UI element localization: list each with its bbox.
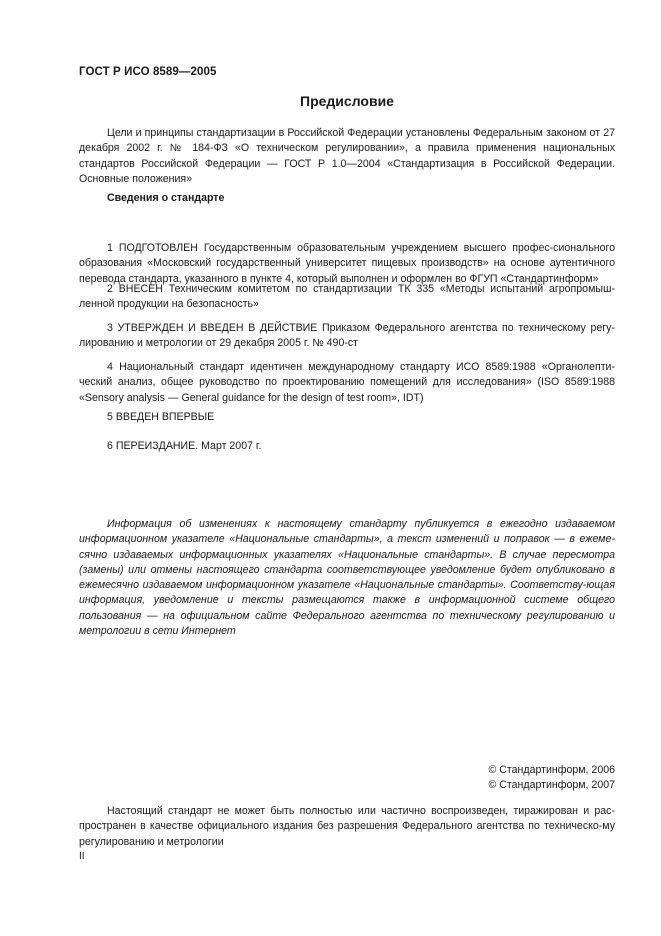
section-subheading: Сведения о стандарте (107, 192, 225, 204)
intro-paragraph: Цели и принципы стандартизации в Российской Федерации установлены Федеральным законом от 27 декабря 2002 г. № 184-ФЗ «О техническом регулировании», а правила применения национальных стандартов Российской Федерации — ГОСТ Р 1.0—2004 «Стандартизация в Российской Федерации. Основные положения» (79, 127, 615, 185)
change-information-notice: Информация об изменениях к настоящему стандарту публикуется в ежегодно издаваемом информационном указателе «Национальные стандарты», а текст изменений и поправок — в ежеме-сячно издаваемых информационных указателях «Национальные стандарты». В случае пересмотра (замены) или отмены настоящего стандарта соответствующее уведомление будет опубликовано в ежемесячно издаваемом информационном указателе «Национальные стандарты». Соответству-ющая информация, уведомление и тексты размещаются также в информационной системе общего пользования — на официальном сайте Федерального агентства по техническому регулированию и метрологии в сети Интернет (79, 518, 615, 638)
info-item-1: 1 ПОДГОТОВЛЕН Государственным образовательным учреждением высшего профес-сионального образования «Московский государственный университет пищевых производств» на основе аутентичного перевода стандарта, указанного в пункте 4, который выполнен и оформлен во ФГУП «Стандартинформ» (79, 242, 615, 285)
info-item-3: 3 УТВЕРЖДЕН И ВВЕДЕН В ДЕЙСТВИЕ Приказом Федерального агентства по техническому регу-лированию и метрологии от 29 декабря 2005 г. № 490-ст (79, 322, 615, 350)
standard-code-header: ГОСТ Р ИСО 8589—2005 (79, 66, 217, 78)
copyright-line-2007: © Стандартинформ, 2007 (488, 779, 615, 791)
page-title: Предисловие (300, 93, 394, 109)
info-item-2: 2 ВНЕСЕН Техническим комитетом по стандартизации ТК 335 «Методы испытаний агропромыш-ленной продукции на безопасность» (79, 283, 615, 311)
reproduction-notice: Настоящий стандарт не может быть полностью или частично воспроизведен, тиражирован и рас-пространен в качестве официального издания без разрешения Федерального агентства по техническо-му регулированию и метрологии (79, 805, 615, 848)
page-number: II (79, 851, 85, 862)
info-item-5: 5 ВВЕДЕН ВПЕРВЫЕ (107, 411, 215, 423)
copyright-line-2006: © Стандартинформ, 2006 (488, 764, 615, 776)
info-item-4: 4 Национальный стандарт идентичен международному стандарту ИСО 8589:1988 «Органолепти-ческий анализ, общее руководство по проектированию помещений для исследования» (ISO 8589:1988 «Sensory analysis — General guidance for the design of test room», IDT) (79, 361, 615, 404)
copyright-block (489, 763, 615, 793)
info-item-6: 6 ПЕРЕИЗДАНИЕ. Март 2007 г. (107, 440, 262, 452)
